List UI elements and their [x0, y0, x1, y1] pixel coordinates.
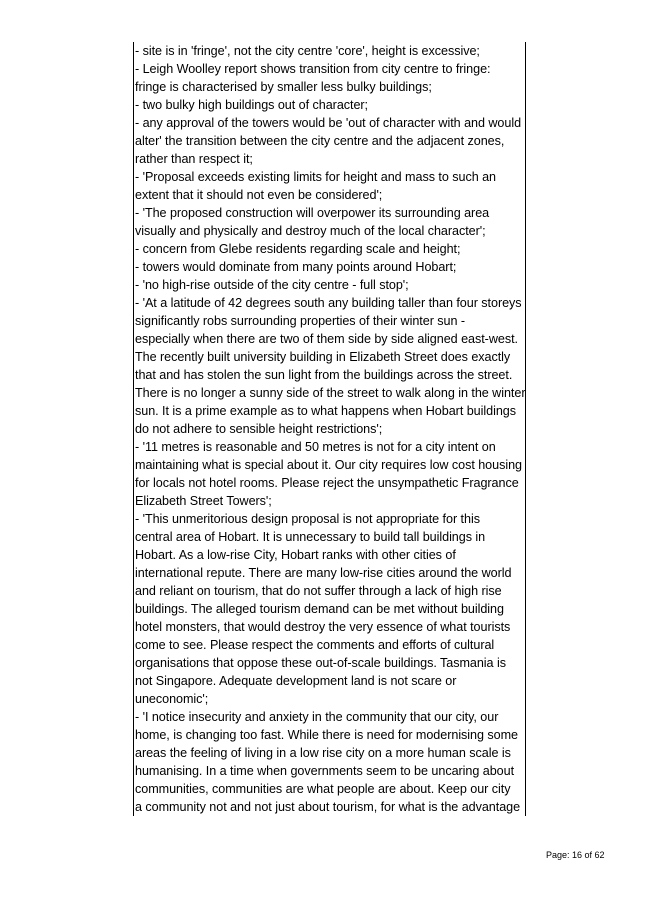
text-line: - concern from Glebe residents regarding scale and height; — [135, 242, 461, 256]
text-line: international repute. There are many low-rise cities around the world — [135, 566, 512, 580]
text-line: fringe is characterised by smaller less bulky buildings; — [135, 80, 432, 94]
text-line: The recently built university building in Elizabeth Street does exactly — [135, 350, 511, 364]
text-line: areas the feeling of living in a low rise city on a more human scale is — [135, 746, 511, 760]
text-line: - 'no high-rise outside of the city centre - full stop'; — [135, 278, 409, 292]
text-line: - any approval of the towers would be 'out of character with and would — [135, 116, 522, 130]
text-line: Elizabeth Street Towers'; — [135, 494, 272, 508]
text-line: Hobart. As a low-rise City, Hobart ranks with other cities of — [135, 548, 456, 562]
text-line: maintaining what is special about it. Our city requires low cost housing — [135, 458, 522, 472]
text-line: - '11 metres is reasonable and 50 metres is not for a city intent on — [135, 440, 496, 454]
text-line: uneconomic'; — [135, 692, 209, 706]
text-line: home, is changing too fast. While there is need for modernising some — [135, 728, 519, 742]
text-line: a community not and not just about tourism, for what is the advantage — [135, 800, 521, 814]
text-line: sun. It is a prime example as to what happens when Hobart buildings — [135, 404, 516, 418]
text-line: central area of Hobart. It is unnecessary to build tall buildings in — [135, 530, 486, 544]
text-line: - 'Proposal exceeds existing limits for height and mass to such an — [135, 170, 497, 184]
text-line: - two bulky high buildings out of character; — [135, 98, 369, 112]
text-line: come to see. Please respect the comments and efforts of cultural — [135, 638, 495, 652]
text-line: rather than respect it; — [135, 152, 253, 166]
text-line: not Singapore. Adequate development land is not scare or — [135, 674, 457, 688]
text-line: - Leigh Woolley report shows transition from city centre to fringe: — [135, 62, 491, 76]
text-line: - 'I notice insecurity and anxiety in the community that our city, our — [135, 710, 499, 724]
text-line: visually and physically and destroy much of the local character'; — [135, 224, 486, 238]
text-line: especially when there are two of them side by side aligned east-west. — [135, 332, 518, 346]
text-line: and reliant on tourism, that do not suffer through a lack of high rise — [135, 584, 502, 598]
text-line: communities, communities are what people are about. Keep our city — [135, 782, 511, 796]
page-number: Page: 16 of 62 — [546, 850, 605, 860]
text-line: that and has stolen the sun light from the buildings across the street. — [135, 368, 513, 382]
text-line: alter' the transition between the city centre and the adjacent zones, — [135, 134, 505, 148]
text-line: organisations that oppose these out-of-scale buildings. Tasmania is — [135, 656, 506, 670]
text-line: - 'This unmeritorious design proposal is not appropriate for this — [135, 512, 480, 526]
text-line: - 'At a latitude of 42 degrees south any building taller than four storeys — [135, 296, 522, 310]
text-line: for locals not hotel rooms. Please reject the unsympathetic Fragrance — [135, 476, 519, 490]
text-cell — [133, 42, 526, 816]
text-line: hotel monsters, that would destroy the very essence of what tourists — [135, 620, 511, 634]
text-line: - 'The proposed construction will overpower its surrounding area — [135, 206, 490, 220]
text-line: - towers would dominate from many points around Hobart; — [135, 260, 457, 274]
text-line: - site is in 'fringe', not the city centre 'core', height is excessive; — [135, 44, 480, 58]
text-line: humanising. In a time when governments seem to be uncaring about — [135, 764, 515, 778]
text-line: significantly robs surrounding properties of their winter sun - — [135, 314, 466, 328]
text-line: buildings. The alleged tourism demand can be met without building — [135, 602, 504, 616]
text-line: do not adhere to sensible height restrictions'; — [135, 422, 383, 436]
text-line: extent that it should not even be considered'; — [135, 188, 383, 202]
text-line: There is no longer a sunny side of the street to walk along in the winter — [135, 386, 526, 400]
